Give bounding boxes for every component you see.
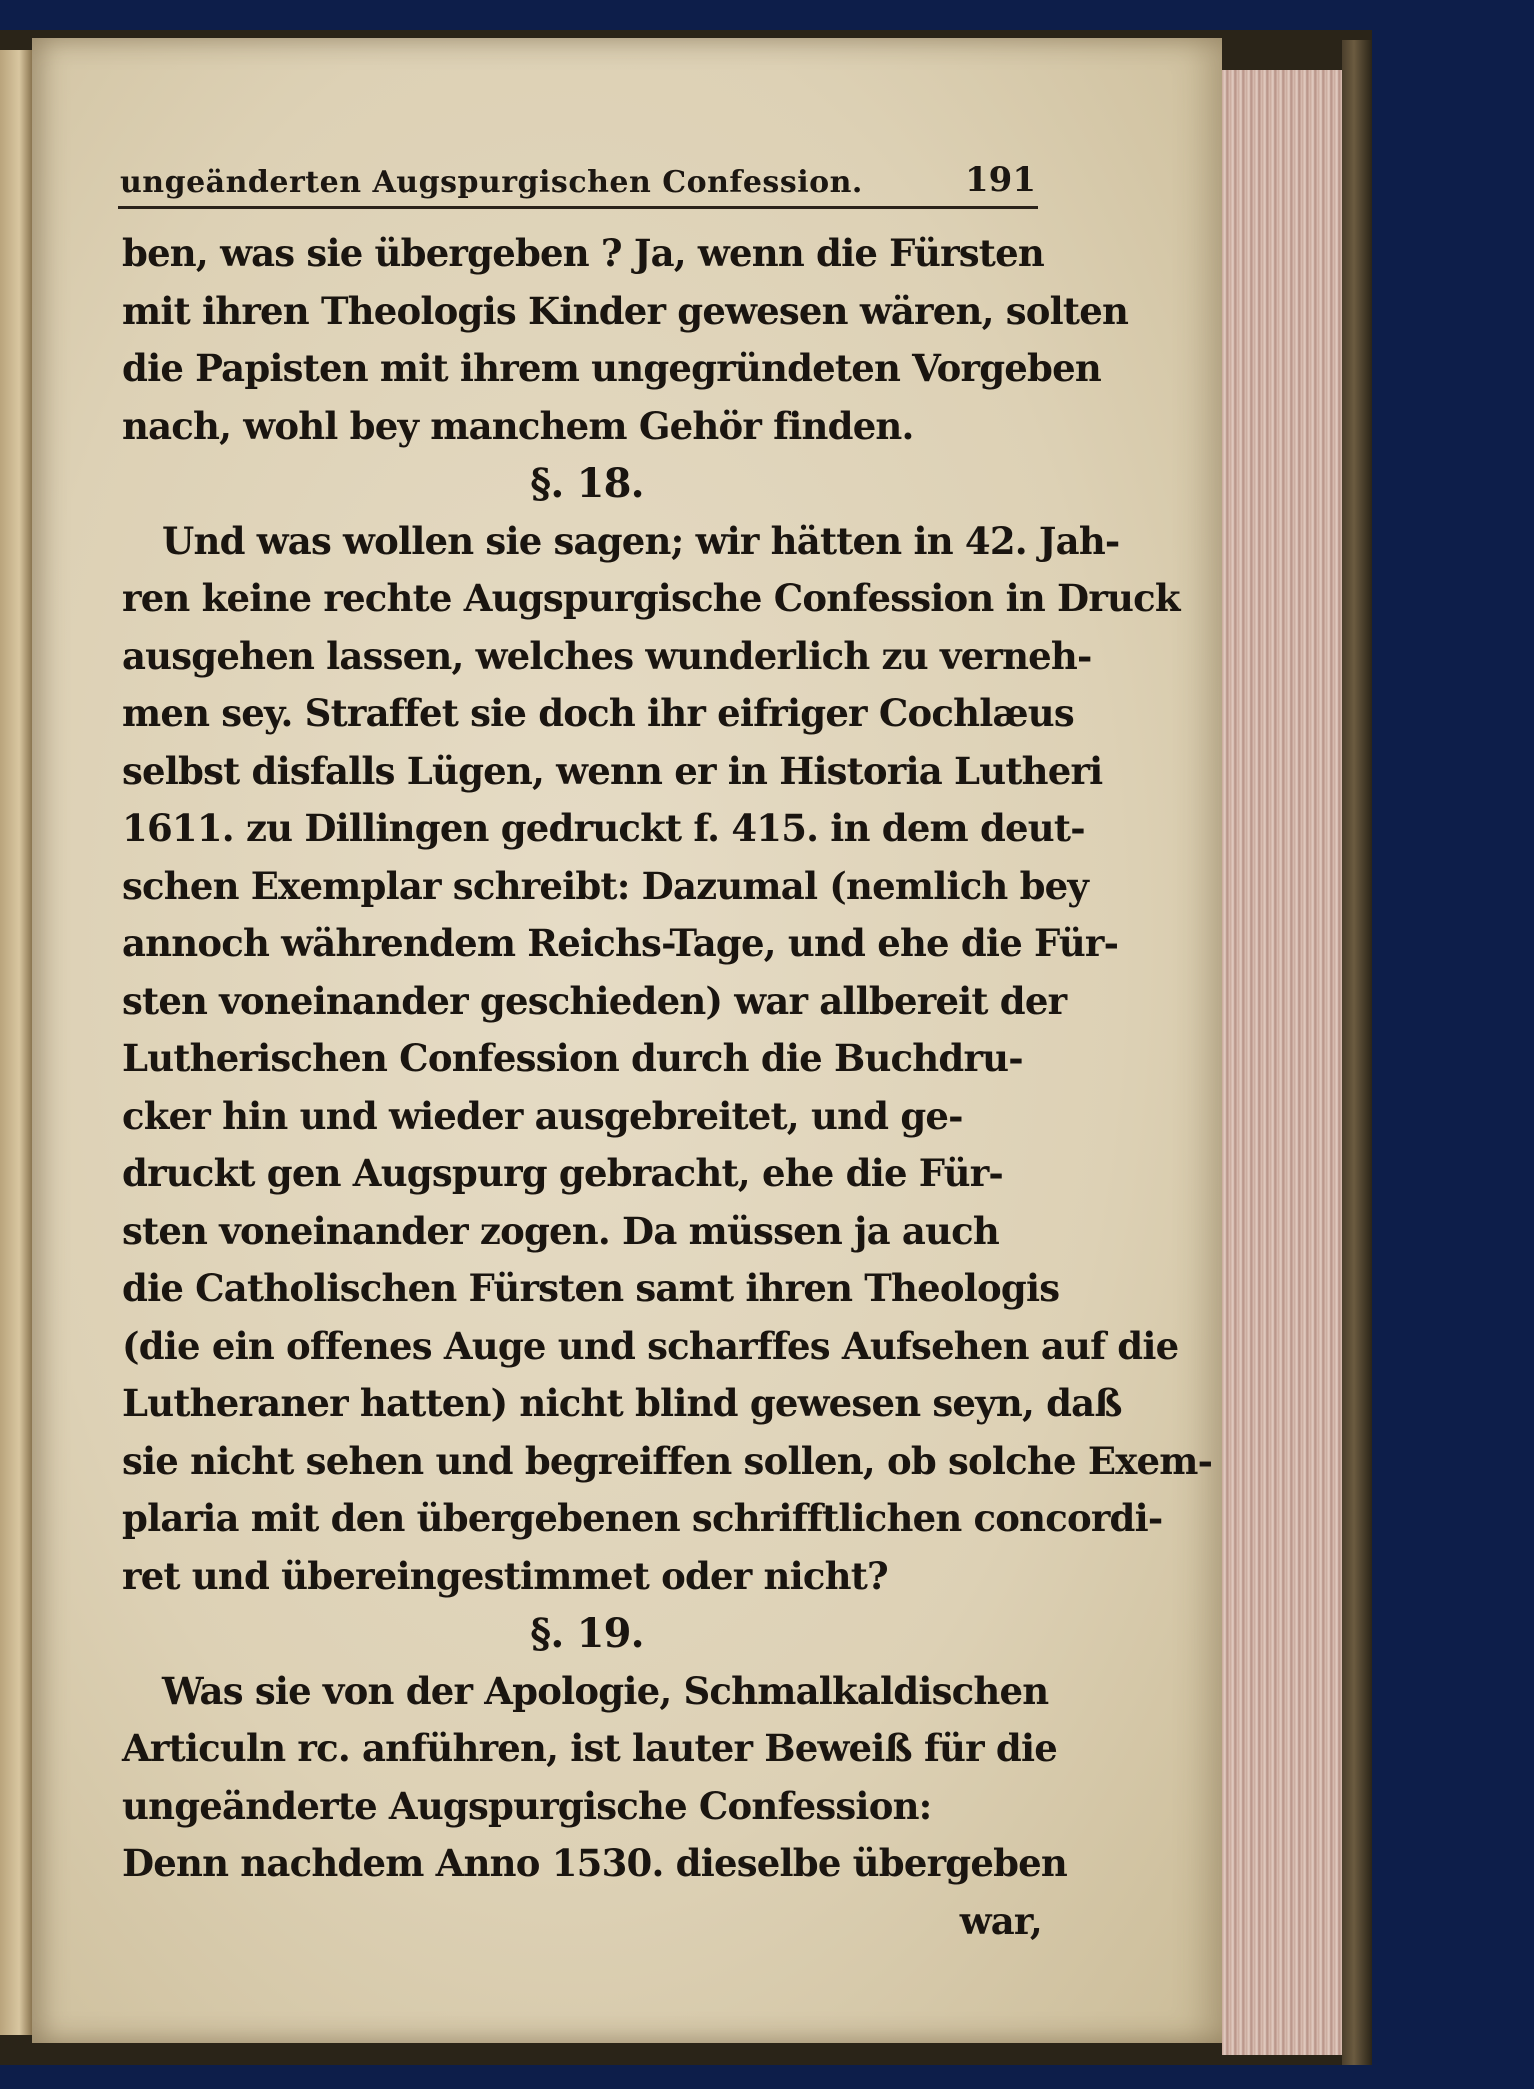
left-page-edge xyxy=(0,50,32,2035)
text-line: Was sie von der Apologie, Schmalkaldischen xyxy=(162,1668,1049,1713)
text-line: Articuln rc. anführen, ist lauter Beweiß für die xyxy=(122,1726,1058,1770)
text-line: ungeänderte Augspurgische Confession: xyxy=(122,1783,932,1828)
catchword: war, xyxy=(959,1898,1042,1943)
text-line: men sey. Straffet sie doch ihr eifriger Cochlæus xyxy=(122,691,1074,735)
section-heading: §. 18. xyxy=(530,460,644,507)
text-line: annoch währendem Reichs-Tage, und ehe die Für- xyxy=(122,921,1119,965)
text-line: cker hin und wieder ausgebreitet, und ge- xyxy=(122,1093,963,1138)
text-line: die Catholischen Fürsten samt ihren Theologis xyxy=(122,1266,1060,1310)
text-line: Denn nachdem Anno 1530. dieselbe übergeben xyxy=(122,1841,1067,1885)
running-title: ungeänderten Augspurgischen Confession. xyxy=(120,165,863,200)
text-line: druckt gen Augspurg gebracht, ehe die Für- xyxy=(122,1151,1003,1195)
text-line: mit ihren Theologis Kinder gewesen wären, solten xyxy=(122,288,1129,333)
body-text xyxy=(122,225,1213,1950)
text-line: schen Exemplar schreibt: Dazumal (nemlich bey xyxy=(122,863,1089,908)
text-line: ausgehen lassen, welches wunderlich zu verneh- xyxy=(122,633,1092,678)
section-heading: §. 19. xyxy=(530,1610,644,1657)
cover-edge xyxy=(1342,40,1372,2065)
text-line: Und was wollen sie sagen; wir hätten in 42. Jah- xyxy=(162,518,1120,563)
text-line: Lutherischen Confession durch die Buchdru- xyxy=(122,1036,1023,1080)
text-line: sten voneinander zogen. Da müssen ja auch xyxy=(122,1208,999,1253)
text-line: sten voneinander geschieden) war allbereit der xyxy=(122,978,1067,1023)
text-line: Lutheraner hatten) nicht blind gewesen seyn, daß xyxy=(122,1381,1122,1425)
page-block-edges xyxy=(1222,70,1342,2055)
header-rule xyxy=(118,206,1038,209)
text-line: nach, wohl bey manchem Gehör finden. xyxy=(122,403,914,448)
text-line: (die ein offenes Auge und scharffes Aufsehen auf die xyxy=(122,1323,1179,1368)
text-line: ret und übereingestimmet oder nicht? xyxy=(122,1553,888,1598)
page-header xyxy=(120,140,1040,200)
text-line: plaria mit den übergebenen schrifftlichen concordi- xyxy=(122,1496,1163,1540)
text-line: selbst disfalls Lügen, wenn er in Historia Lutheri xyxy=(122,748,1103,793)
text-line: 1611. zu Dillingen gedruckt f. 415. in dem deut- xyxy=(122,806,1085,850)
text-line: die Papisten mit ihrem ungegründeten Vorgeben xyxy=(122,346,1101,390)
text-line: ren keine rechte Augspurgische Confession in Druck xyxy=(122,576,1180,620)
text-line: sie nicht sehen und begreiffen sollen, ob solche Exem- xyxy=(122,1438,1213,1483)
page-number: 191 xyxy=(965,160,1036,200)
text-line: ben, was sie übergeben ? Ja, wenn die Fürsten xyxy=(122,231,1044,275)
